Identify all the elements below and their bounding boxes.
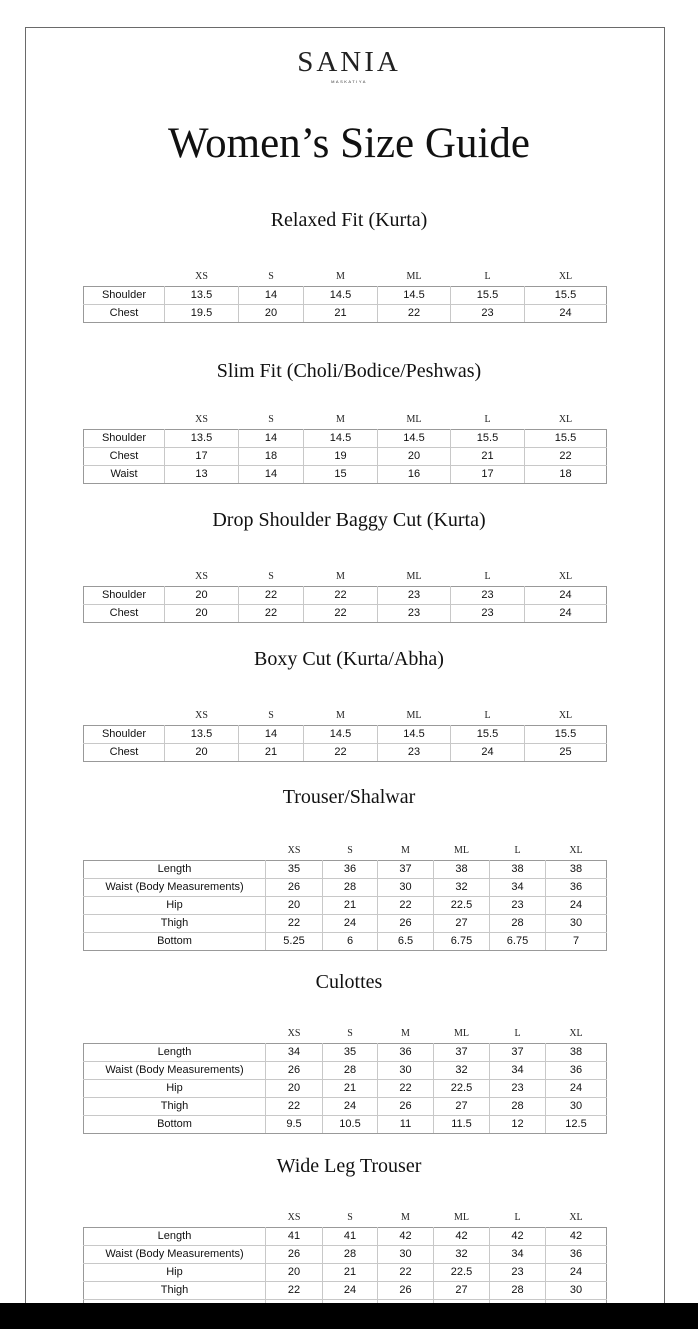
- section-title: Wide Leg Trouser: [276, 1155, 422, 1177]
- measurement-value: 21: [323, 1080, 378, 1098]
- measurement-value: 13.5: [165, 726, 239, 744]
- measurement-label: Chest: [84, 305, 165, 323]
- size-header: XS: [287, 1212, 301, 1223]
- table-row: [84, 1228, 607, 1246]
- measurement-value: 32: [434, 1062, 490, 1080]
- measurement-label: Waist (Body Measurements): [84, 1062, 266, 1080]
- measurement-value: 23: [378, 605, 451, 623]
- measurement-value: 14: [239, 466, 304, 484]
- size-header: S: [347, 1212, 353, 1223]
- table-row: [84, 448, 607, 466]
- size-header: S: [268, 271, 274, 282]
- measurement-value: 23: [451, 587, 525, 605]
- measurement-value: 37: [490, 1044, 546, 1062]
- header-blank-cell: [84, 1199, 266, 1228]
- header-blank-cell: [84, 558, 165, 587]
- size-header: XL: [558, 414, 573, 425]
- size-header: M: [401, 845, 410, 856]
- measurement-value: 38: [546, 1044, 607, 1062]
- measurement-value: 14.5: [304, 287, 378, 305]
- measurement-value: 17: [165, 448, 239, 466]
- measurement-value: 24: [323, 915, 378, 933]
- measurement-label: Hip: [84, 897, 266, 915]
- section-title: Slim Fit (Choli/Bodice/Peshwas): [216, 360, 482, 382]
- measurement-value: 35: [266, 861, 323, 879]
- measurement-value: 26: [266, 1246, 323, 1264]
- measurement-value: 42: [434, 1228, 490, 1246]
- measurement-value: 11.5: [434, 1116, 490, 1134]
- table-row: [84, 287, 607, 305]
- table-row: [84, 933, 607, 951]
- size-header: L: [484, 710, 491, 721]
- measurement-value: 16: [378, 466, 451, 484]
- page-title: Women’s Size Guide: [168, 120, 530, 167]
- measurement-value: 22: [304, 587, 378, 605]
- header-blank-cell: [84, 832, 266, 861]
- measurement-value: 14.5: [378, 726, 451, 744]
- measurement-value: 42: [378, 1228, 434, 1246]
- measurement-value: 21: [323, 1264, 378, 1282]
- size-header: ML: [406, 271, 422, 282]
- size-header: L: [484, 271, 491, 282]
- measurement-value: 20: [165, 744, 239, 762]
- header-blank-cell: [84, 401, 165, 430]
- measurement-value: 20: [165, 605, 239, 623]
- table-row: [84, 897, 607, 915]
- measurement-value: 32: [434, 1246, 490, 1264]
- measurement-value: 37: [378, 861, 434, 879]
- measurement-value: 26: [378, 1282, 434, 1300]
- size-header: M: [336, 710, 345, 721]
- size-table: [83, 258, 607, 323]
- measurement-value: 22: [304, 605, 378, 623]
- measurement-label: Length: [84, 861, 266, 879]
- size-header: L: [484, 571, 491, 582]
- measurement-value: 36: [546, 1062, 607, 1080]
- table-row: [84, 587, 607, 605]
- measurement-label: Chest: [84, 448, 165, 466]
- measurement-value: 6.75: [434, 933, 490, 951]
- measurement-value: 14: [239, 430, 304, 448]
- table-row: [84, 1044, 607, 1062]
- measurement-value: 15.5: [525, 430, 607, 448]
- table-row: [84, 1282, 607, 1300]
- table-row: [84, 726, 607, 744]
- size-table: [83, 401, 607, 484]
- measurement-value: 20: [239, 305, 304, 323]
- header-blank-cell: [84, 697, 165, 726]
- measurement-value: 24: [546, 897, 607, 915]
- measurement-value: 24: [525, 587, 607, 605]
- size-table: [83, 832, 607, 951]
- size-header: M: [336, 571, 345, 582]
- measurement-value: 26: [266, 879, 323, 897]
- measurement-value: 23: [378, 744, 451, 762]
- measurement-value: 14.5: [378, 287, 451, 305]
- measurement-value: 28: [490, 1282, 546, 1300]
- measurement-value: 22: [378, 1080, 434, 1098]
- measurement-value: 28: [490, 1098, 546, 1116]
- measurement-value: 34: [490, 1062, 546, 1080]
- measurement-value: 6.5: [378, 933, 434, 951]
- measurement-value: 24: [323, 1098, 378, 1116]
- size-header: XS: [195, 710, 208, 721]
- size-table: [83, 697, 607, 762]
- measurement-value: 22: [304, 744, 378, 762]
- section-title: Trouser/Shalwar: [282, 786, 416, 808]
- measurement-value: 26: [378, 915, 434, 933]
- measurement-value: 24: [546, 1264, 607, 1282]
- measurement-label: Thigh: [84, 1098, 266, 1116]
- size-header: M: [401, 1212, 410, 1223]
- size-header: S: [347, 845, 353, 856]
- measurement-value: 34: [490, 879, 546, 897]
- size-header: ML: [454, 1028, 469, 1039]
- measurement-value: 23: [451, 305, 525, 323]
- measurement-value: 18: [239, 448, 304, 466]
- measurement-value: 42: [546, 1228, 607, 1246]
- measurement-value: 22: [378, 897, 434, 915]
- section-title: Boxy Cut (Kurta/Abha): [254, 648, 444, 670]
- size-header: M: [401, 1028, 410, 1039]
- table-row: [84, 1264, 607, 1282]
- measurement-value: 21: [323, 897, 378, 915]
- measurement-value: 14.5: [304, 430, 378, 448]
- measurement-label: Shoulder: [84, 287, 165, 305]
- measurement-value: 20: [378, 448, 451, 466]
- measurement-value: 10.5: [323, 1116, 378, 1134]
- measurement-value: 24: [451, 744, 525, 762]
- measurement-value: 35: [323, 1044, 378, 1062]
- measurement-value: 22: [378, 305, 451, 323]
- measurement-value: 14.5: [378, 430, 451, 448]
- table-row: [84, 1080, 607, 1098]
- measurement-value: 20: [266, 1264, 323, 1282]
- size-header: S: [268, 710, 274, 721]
- measurement-label: Shoulder: [84, 430, 165, 448]
- table-row: [84, 1062, 607, 1080]
- measurement-value: 7: [546, 933, 607, 951]
- measurement-value: 32: [434, 879, 490, 897]
- measurement-value: 11: [378, 1116, 434, 1134]
- measurement-value: 22: [378, 1264, 434, 1282]
- measurement-value: 34: [490, 1246, 546, 1264]
- section-title: Culottes: [315, 971, 383, 993]
- table-row: [84, 466, 607, 484]
- table-row: [84, 1116, 607, 1134]
- size-header: S: [347, 1028, 353, 1039]
- measurement-value: 13.5: [165, 287, 239, 305]
- size-header: L: [484, 414, 491, 425]
- measurement-label: Shoulder: [84, 587, 165, 605]
- measurement-value: 6.75: [490, 933, 546, 951]
- section-title: Drop Shoulder Baggy Cut (Kurta): [212, 509, 486, 531]
- measurement-value: 24: [525, 305, 607, 323]
- measurement-label: Length: [84, 1044, 266, 1062]
- measurement-label: Shoulder: [84, 726, 165, 744]
- measurement-value: 17: [451, 466, 525, 484]
- size-header: XS: [287, 1028, 301, 1039]
- size-header: XS: [195, 414, 208, 425]
- measurement-label: Chest: [84, 744, 165, 762]
- measurement-value: 27: [434, 1282, 490, 1300]
- measurement-value: 14: [239, 287, 304, 305]
- size-header: XS: [287, 845, 301, 856]
- size-header: L: [514, 845, 521, 856]
- table-row: [84, 744, 607, 762]
- measurement-label: Length: [84, 1228, 266, 1246]
- size-header: ML: [454, 845, 469, 856]
- size-header: ML: [406, 710, 422, 721]
- measurement-value: 28: [323, 1246, 378, 1264]
- measurement-value: 15: [304, 466, 378, 484]
- size-table: [83, 558, 607, 623]
- size-header: ML: [406, 571, 422, 582]
- measurement-value: 22.5: [434, 1264, 490, 1282]
- measurement-label: Chest: [84, 605, 165, 623]
- size-header: M: [336, 271, 345, 282]
- table-row: [84, 1246, 607, 1264]
- measurement-value: 21: [239, 744, 304, 762]
- measurement-value: 13.5: [165, 430, 239, 448]
- measurement-value: 28: [490, 915, 546, 933]
- measurement-value: 22.5: [434, 897, 490, 915]
- measurement-value: 24: [546, 1080, 607, 1098]
- measurement-value: 41: [266, 1228, 323, 1246]
- size-header: L: [514, 1028, 521, 1039]
- measurement-value: 22: [239, 587, 304, 605]
- measurement-value: 28: [323, 879, 378, 897]
- size-header: XL: [569, 845, 583, 856]
- header-blank-cell: [84, 258, 165, 287]
- measurement-value: 22: [525, 448, 607, 466]
- measurement-value: 36: [546, 879, 607, 897]
- measurement-value: 36: [323, 861, 378, 879]
- measurement-value: 15.5: [451, 430, 525, 448]
- size-table: [83, 1199, 607, 1318]
- measurement-label: Waist (Body Measurements): [84, 879, 266, 897]
- measurement-value: 37: [434, 1044, 490, 1062]
- size-header: XL: [569, 1212, 583, 1223]
- measurement-value: 20: [266, 897, 323, 915]
- measurement-label: Thigh: [84, 1282, 266, 1300]
- table-row: [84, 879, 607, 897]
- table-row: [84, 915, 607, 933]
- measurement-value: 27: [434, 1098, 490, 1116]
- measurement-value: 13: [165, 466, 239, 484]
- table-row: [84, 305, 607, 323]
- measurement-value: 22: [266, 915, 323, 933]
- measurement-value: 23: [490, 1264, 546, 1282]
- measurement-value: 12.5: [546, 1116, 607, 1134]
- measurement-label: Waist: [84, 466, 165, 484]
- measurement-value: 22: [266, 1282, 323, 1300]
- section-title: Relaxed Fit (Kurta): [270, 209, 428, 231]
- measurement-label: Waist (Body Measurements): [84, 1246, 266, 1264]
- brand-logo-subtitle: MASKATIYA: [331, 79, 367, 84]
- measurement-value: 15.5: [451, 726, 525, 744]
- measurement-label: Thigh: [84, 915, 266, 933]
- measurement-value: 22: [266, 1098, 323, 1116]
- size-header: S: [268, 571, 274, 582]
- measurement-value: 14: [239, 726, 304, 744]
- size-header: XL: [569, 1028, 583, 1039]
- measurement-value: 24: [525, 605, 607, 623]
- table-row: [84, 861, 607, 879]
- measurement-value: 19.5: [165, 305, 239, 323]
- measurement-value: 23: [451, 605, 525, 623]
- measurement-label: Bottom: [84, 1116, 266, 1134]
- measurement-value: 20: [165, 587, 239, 605]
- header-blank-cell: [84, 1015, 266, 1044]
- size-header: XL: [558, 271, 573, 282]
- measurement-value: 22.5: [434, 1080, 490, 1098]
- measurement-value: 20: [266, 1080, 323, 1098]
- measurement-value: 26: [378, 1098, 434, 1116]
- measurement-value: 5.25: [266, 933, 323, 951]
- measurement-value: 15.5: [525, 726, 607, 744]
- measurement-value: 41: [323, 1228, 378, 1246]
- measurement-value: 12: [490, 1116, 546, 1134]
- size-header: XL: [558, 571, 573, 582]
- measurement-value: 34: [266, 1044, 323, 1062]
- measurement-value: 15.5: [451, 287, 525, 305]
- measurement-value: 30: [378, 1062, 434, 1080]
- size-header: ML: [406, 414, 422, 425]
- measurement-label: Hip: [84, 1264, 266, 1282]
- table-row: [84, 1098, 607, 1116]
- measurement-value: 21: [451, 448, 525, 466]
- measurement-value: 30: [546, 1098, 607, 1116]
- measurement-value: 42: [490, 1228, 546, 1246]
- measurement-value: 38: [434, 861, 490, 879]
- size-header: S: [268, 414, 274, 425]
- measurement-value: 38: [546, 861, 607, 879]
- measurement-value: 28: [323, 1062, 378, 1080]
- size-header: XS: [195, 271, 208, 282]
- measurement-value: 24: [323, 1282, 378, 1300]
- measurement-value: 23: [378, 587, 451, 605]
- measurement-value: 21: [304, 305, 378, 323]
- measurement-value: 19: [304, 448, 378, 466]
- measurement-value: 15.5: [525, 287, 607, 305]
- measurement-value: 14.5: [304, 726, 378, 744]
- measurement-value: 27: [434, 915, 490, 933]
- measurement-value: 26: [266, 1062, 323, 1080]
- measurement-value: 6: [323, 933, 378, 951]
- size-table: [83, 1015, 607, 1134]
- measurement-value: 18: [525, 466, 607, 484]
- measurement-value: 30: [378, 1246, 434, 1264]
- measurement-value: 23: [490, 1080, 546, 1098]
- measurement-value: 38: [490, 861, 546, 879]
- measurement-value: 30: [546, 1282, 607, 1300]
- size-header: XL: [558, 710, 573, 721]
- brand-logo: SANIA: [297, 46, 401, 78]
- table-row: [84, 605, 607, 623]
- measurement-value: 22: [239, 605, 304, 623]
- measurement-value: 30: [378, 879, 434, 897]
- table-row: [84, 430, 607, 448]
- measurement-value: 9.5: [266, 1116, 323, 1134]
- measurement-label: Hip: [84, 1080, 266, 1098]
- size-header: L: [514, 1212, 521, 1223]
- size-header: XS: [195, 571, 208, 582]
- bottom-black-bar: [0, 1303, 698, 1329]
- measurement-value: 36: [378, 1044, 434, 1062]
- measurement-value: 30: [546, 915, 607, 933]
- measurement-label: Bottom: [84, 933, 266, 951]
- size-header: M: [336, 414, 345, 425]
- measurement-value: 25: [525, 744, 607, 762]
- size-header: ML: [454, 1212, 469, 1223]
- measurement-value: 23: [490, 897, 546, 915]
- measurement-value: 36: [546, 1246, 607, 1264]
